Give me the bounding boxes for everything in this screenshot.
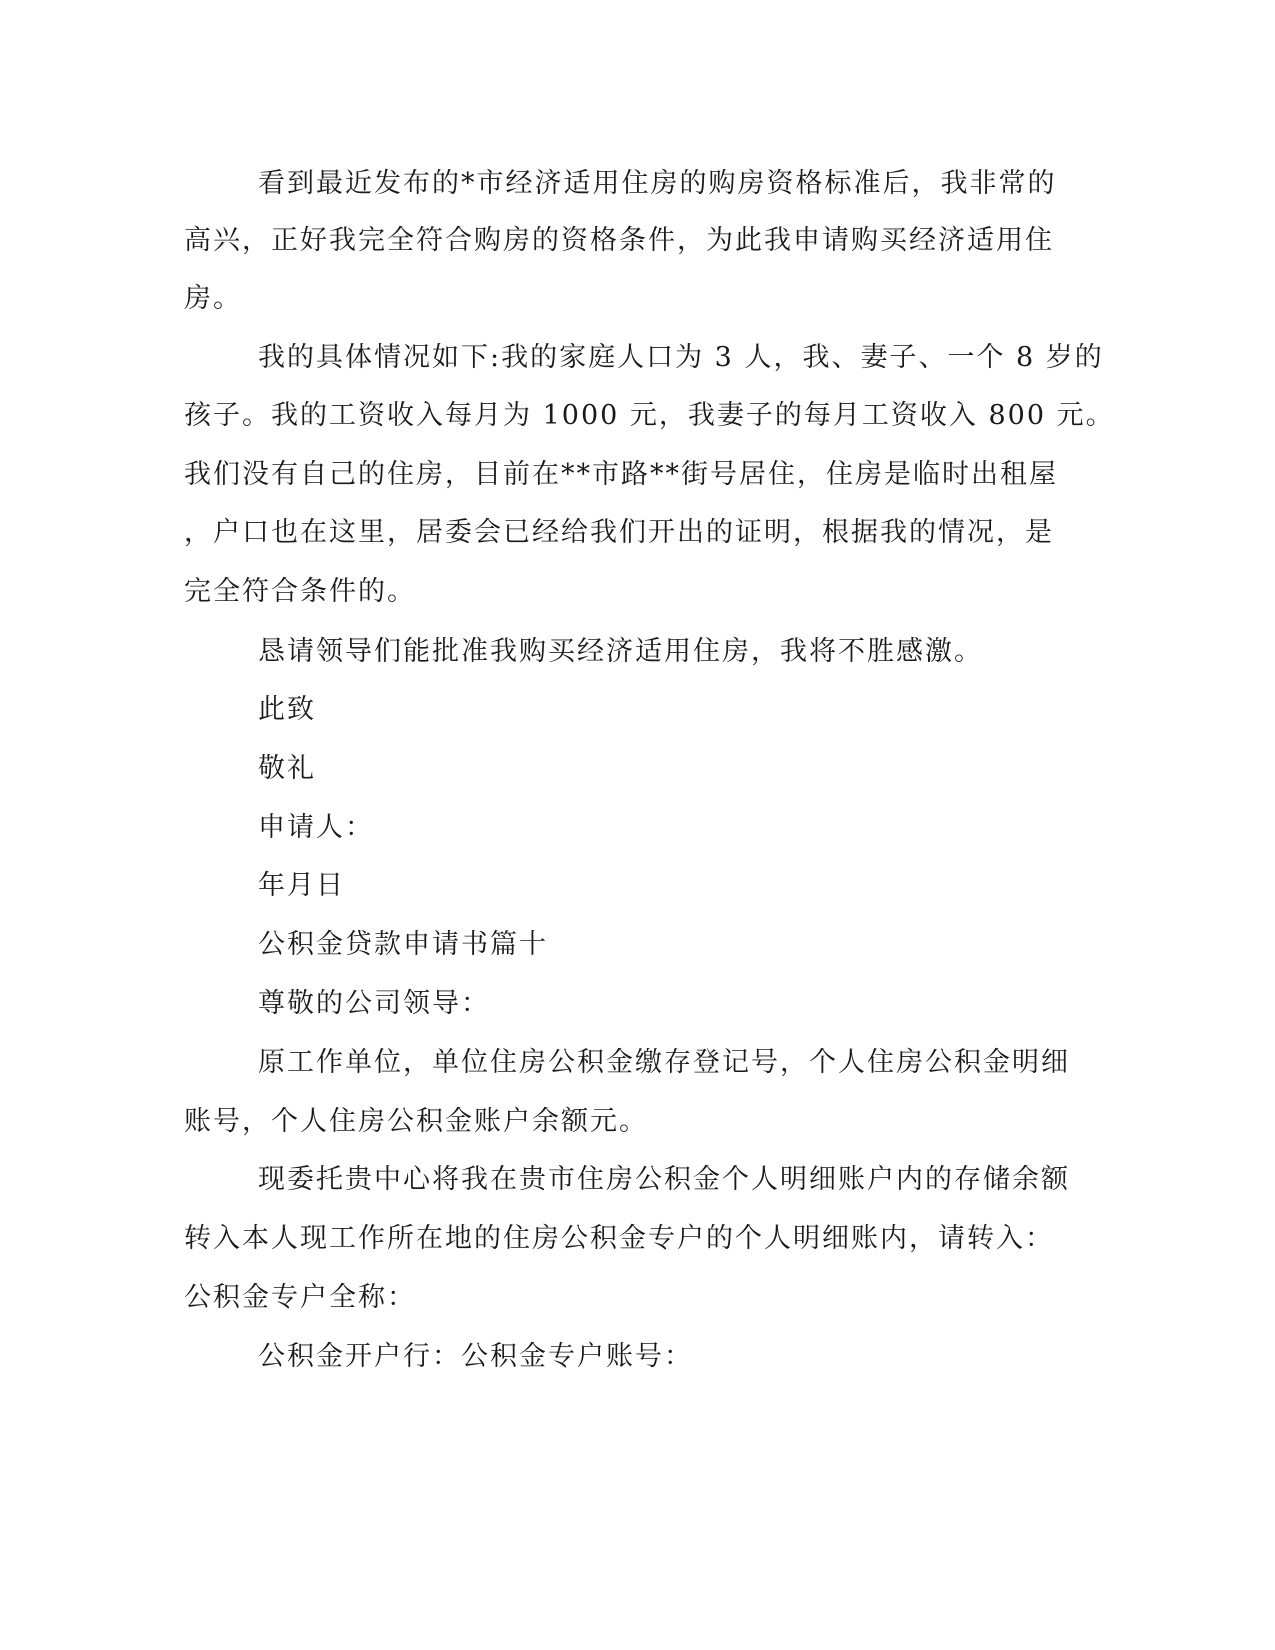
text-line: 公积金开户行：公积金专户账号： — [258, 1341, 693, 1372]
text-line: 孩子。我的工资收入每月为 1000 元，我妻子的每月工资收入 800 元。 — [184, 400, 1115, 431]
text-line: 房。 — [184, 283, 242, 314]
applicant-label: 申请人： — [258, 812, 374, 843]
closing-line: 此致 — [258, 694, 316, 725]
text-line: 现委托贵中心将我在贵市住房公积金个人明细账户内的存储余额 — [258, 1164, 1070, 1195]
text-line: 我的具体情况如下:我的家庭人口为 3 人，我、妻子、一个 8 岁的 — [258, 342, 1104, 373]
section-title: 公积金贷款申请书篇十 — [258, 929, 548, 960]
text-line: 账号，个人住房公积金账户余额元。 — [184, 1106, 648, 1137]
text-line: 转入本人现工作所在地的住房公积金专户的个人明细账内，请转入： — [184, 1223, 1054, 1254]
date-label: 年月日 — [258, 870, 345, 901]
text-line: ，户口也在这里，居委会已经给我们开出的证明，根据我的情况，是 — [184, 517, 1054, 548]
text-line: 公积金专户全称： — [184, 1282, 416, 1313]
text-line: 高兴，正好我完全符合购房的资格条件，为此我申请购买经济适用住 — [184, 225, 1054, 256]
text-line: 我们没有自己的住房，目前在**市路**街号居住，住房是临时出租屋 — [184, 459, 1058, 490]
text-line: 完全符合条件的。 — [184, 576, 416, 607]
text-line: 恳请领导们能批准我购买经济适用住房，我将不胜感激。 — [258, 636, 983, 667]
closing-line: 敬礼 — [258, 753, 316, 784]
text-line: 原工作单位，单位住房公积金缴存登记号，个人住房公积金明细 — [258, 1047, 1070, 1078]
salutation: 尊敬的公司领导： — [258, 988, 490, 1019]
text-line: 看到最近发布的*市经济适用住房的购房资格标准后，我非常的 — [258, 168, 1057, 199]
